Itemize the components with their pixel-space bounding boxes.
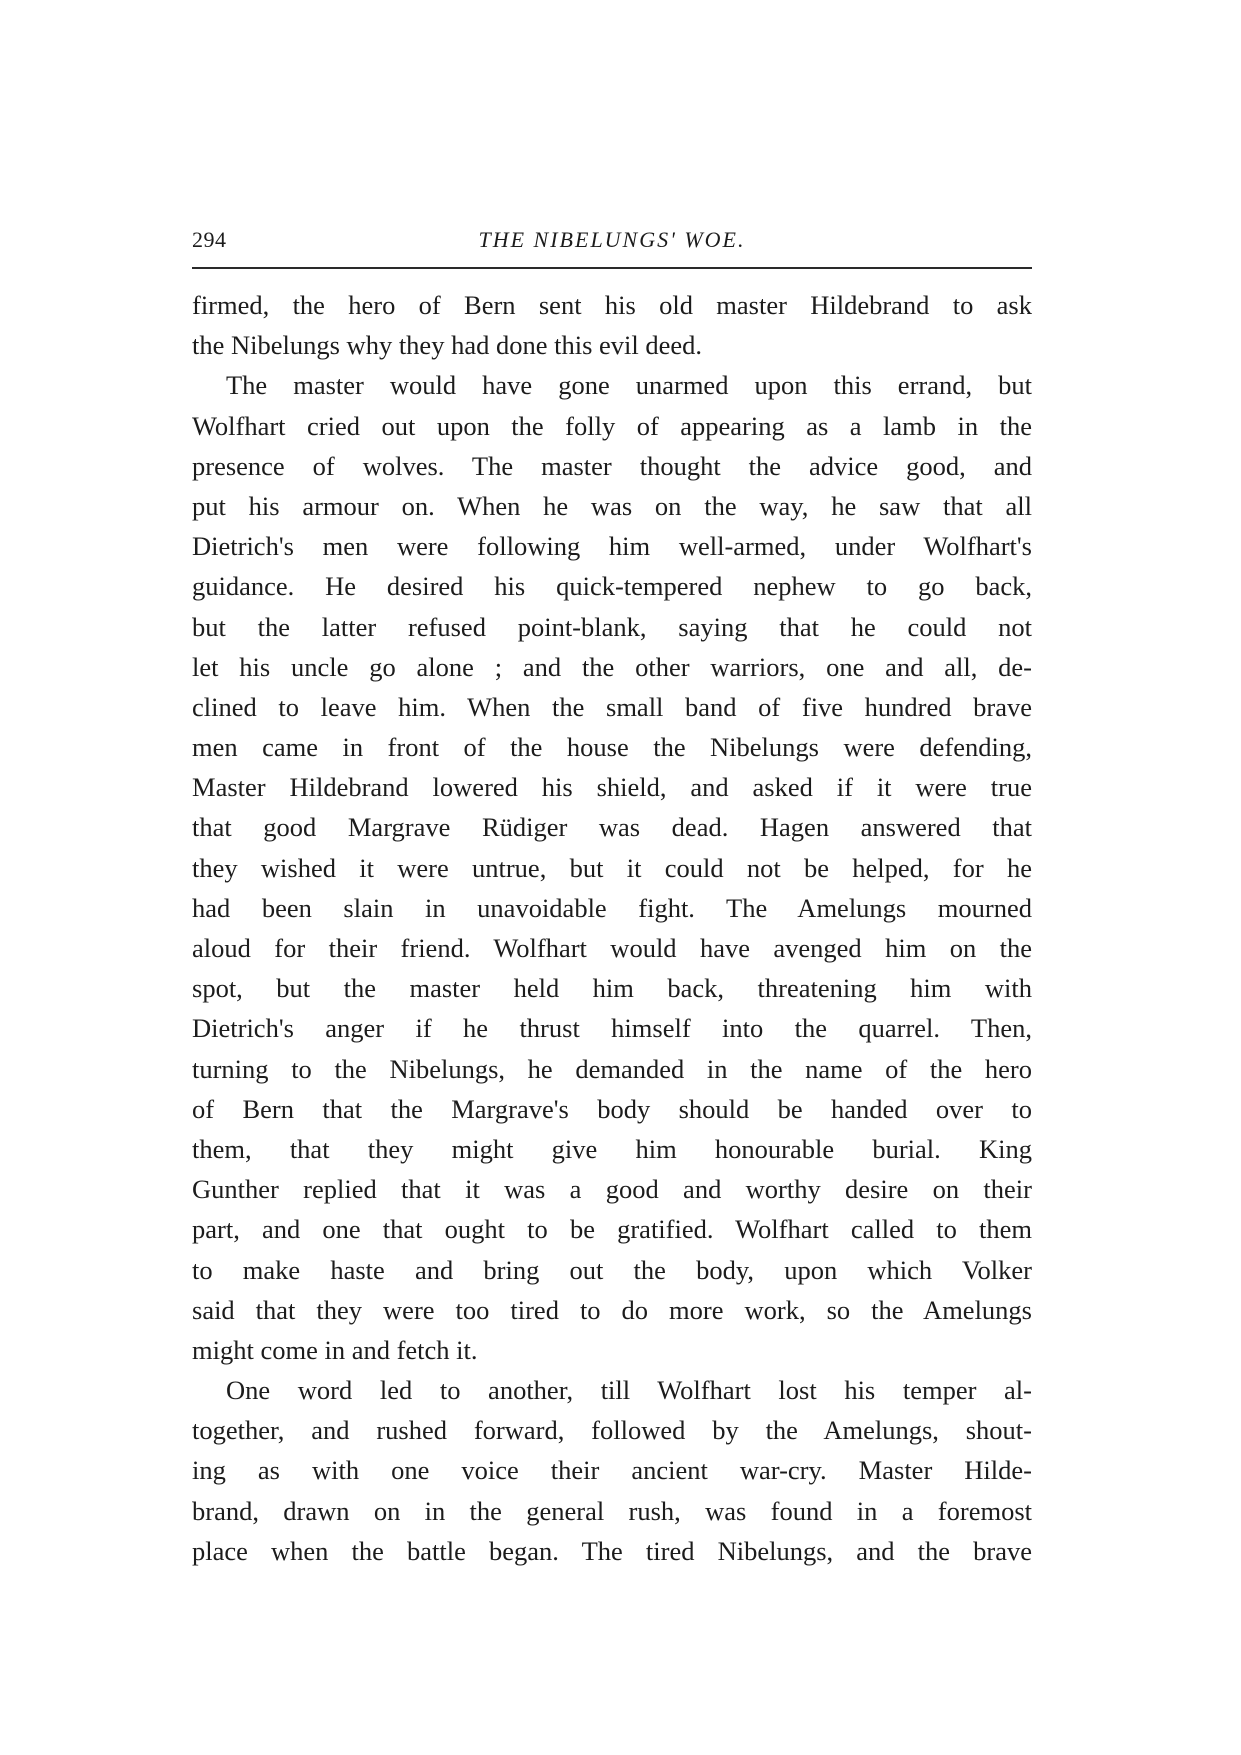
text-line: they wished it were untrue, but it could not be helped, for he: [192, 852, 1032, 883]
text-line: had been slain in unavoidable fight. The Amelungs mourned: [192, 892, 1032, 923]
body-text: [192, 285, 1032, 1571]
text-line: let his uncle go alone ; and the other warriors, one and all, de-: [192, 651, 1032, 682]
text-line: to make haste and bring out the body, upon which Volker: [192, 1254, 1032, 1285]
page-number: 294: [192, 227, 227, 252]
text-line: them, that they might give him honourable burial. King: [192, 1133, 1032, 1164]
text-line: together, and rushed forward, followed by the Amelungs, shout-: [192, 1415, 1032, 1446]
text-line: the Nibelungs why they had done this evil deed.: [192, 330, 703, 361]
text-line: but the latter refused point-blank, saying that he could not: [192, 611, 1032, 642]
text-line: Dietrich's men were following him well-armed, under Wolfhart's: [192, 531, 1032, 562]
text-line: of Bern that the Margrave's body should be handed over to: [192, 1093, 1032, 1124]
text-line: put his armour on. When he was on the way, he saw that all: [192, 490, 1032, 521]
running-head: [192, 227, 1032, 261]
text-line: turning to the Nibelungs, he demanded in the name of the hero: [192, 1053, 1032, 1084]
text-line: presence of wolves. The master thought the advice good, and: [192, 450, 1032, 481]
text-line: Master Hildebrand lowered his shield, and asked if it were true: [192, 772, 1032, 803]
text-line: One word led to another, till Wolfhart lost his temper al-: [226, 1375, 1032, 1406]
text-line: that good Margrave Rüdiger was dead. Hagen answered that: [192, 812, 1032, 843]
text-line: brand, drawn on in the general rush, was found in a foremost: [192, 1495, 1032, 1526]
text-line: Gunther replied that it was a good and worthy desire on their: [192, 1174, 1032, 1205]
text-line: ing as with one voice their ancient war-cry. Master Hilde-: [192, 1455, 1032, 1486]
paragraph: [192, 365, 1032, 1370]
text-line: men came in front of the house the Nibelungs were defending,: [192, 732, 1032, 763]
text-line: clined to leave him. When the small band of five hundred brave: [192, 691, 1032, 722]
running-title: THE NIBELUNGS' WOE.: [478, 227, 746, 252]
paragraph: [192, 285, 1032, 365]
paragraph: [192, 1370, 1032, 1571]
text-line: spot, but the master held him back, threatening him with: [192, 973, 1032, 1004]
text-line: might come in and fetch it.: [192, 1334, 478, 1365]
text-line: guidance. He desired his quick-tempered nephew to go back,: [192, 571, 1032, 602]
header-rule: [192, 267, 1032, 269]
text-line: Wolfhart cried out upon the folly of appearing as a lamb in the: [192, 410, 1032, 441]
text-line: place when the battle began. The tired Nibelungs, and the brave: [192, 1535, 1032, 1566]
text-line: aloud for their friend. Wolfhart would have avenged him on the: [192, 933, 1032, 963]
text-line: Dietrich's anger if he thrust himself into the quarrel. Then,: [192, 1013, 1032, 1044]
text-line: part, and one that ought to be gratified. Wolfhart called to them: [192, 1214, 1032, 1245]
text-line: The master would have gone unarmed upon this errand, but: [226, 370, 1032, 401]
text-line: said that they were too tired to do more work, so the Amelungs: [192, 1294, 1032, 1325]
text-line: firmed, the hero of Bern sent his old master Hildebrand to ask: [192, 290, 1032, 320]
